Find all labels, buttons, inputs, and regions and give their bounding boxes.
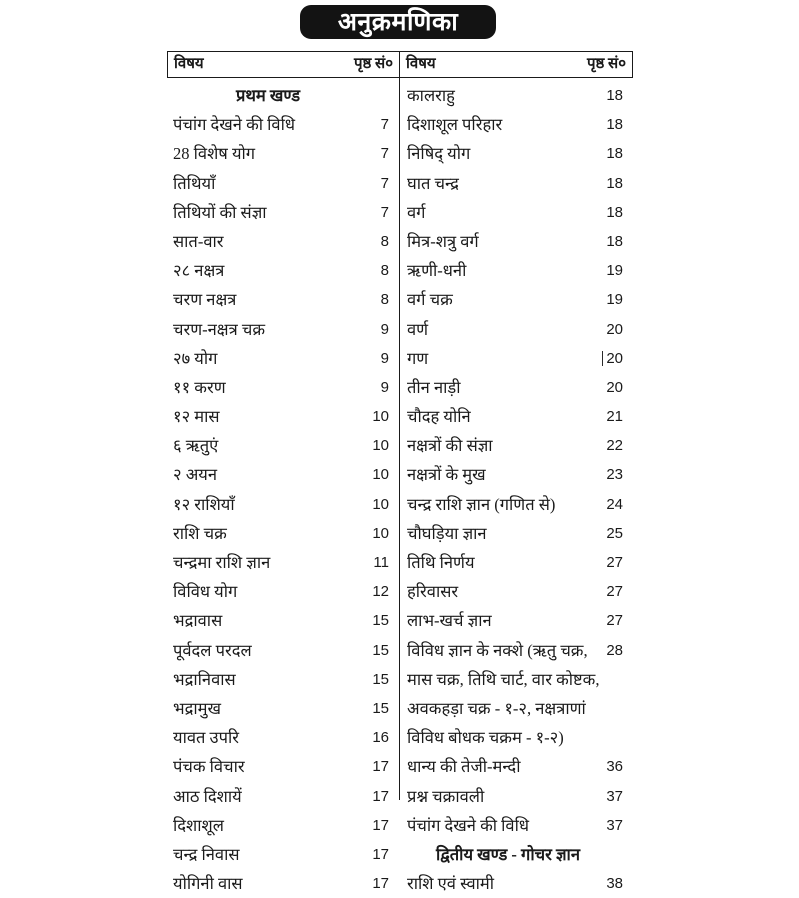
toc-entry-page-number: 9 (380, 378, 389, 396)
toc-entry-page-number: 10 (372, 495, 389, 513)
toc-entry-page-number: 22 (606, 437, 623, 455)
toc-entry-label: तिथि निर्णय (407, 553, 475, 572)
toc-entry (167, 139, 399, 168)
toc-entry (401, 139, 633, 168)
toc-entry-page-number: 16 (372, 729, 389, 747)
toc-entry-label: राशि एवं स्वामी (407, 874, 495, 894)
toc-entry (401, 811, 633, 840)
toc-entry-page-number: 15 (372, 699, 389, 717)
toc-section-heading (401, 840, 633, 869)
toc-entry-label: योगिनी वास (173, 874, 243, 894)
toc-entry (167, 782, 399, 811)
toc-entry-page-number: 10 (372, 437, 389, 455)
header-cell-left (168, 52, 400, 77)
table-of-contents-table (167, 51, 633, 894)
toc-entry-label: विविध बोधक चक्रम - १-२) (407, 728, 564, 748)
toc-entry-label: २८ नक्षत्र (173, 261, 225, 281)
toc-entry-page-number: 24 (606, 495, 623, 513)
toc-entry (167, 606, 399, 635)
toc-entry (167, 548, 399, 577)
toc-entry-multiline (401, 636, 633, 753)
text-caret-artifact (602, 351, 603, 366)
toc-entry (167, 344, 399, 373)
toc-entry (167, 285, 399, 314)
toc-entry-page-number: 36 (606, 758, 623, 776)
toc-entry (401, 198, 633, 227)
toc-entry-page-number: 27 (606, 554, 623, 571)
toc-entry-page-number: 37 (606, 816, 623, 834)
toc-entry-page-number: 9 (380, 320, 389, 338)
toc-entry-label: चन्द्रमा राशि ज्ञान (173, 553, 271, 572)
toc-entry-page-number: 15 (372, 670, 389, 688)
toc-section-label: प्रथम खण्ड (235, 86, 301, 105)
toc-entry-label: दिशाशूल परिहार (407, 115, 503, 135)
toc-entry-label: पंचांग देखने की विधि (173, 115, 296, 135)
toc-entry-label: तिथियों की संज्ञा (173, 202, 267, 222)
toc-entry (401, 548, 633, 577)
toc-entry-label: भद्रानिवास (173, 669, 236, 689)
toc-entry-page-number: 15 (372, 612, 389, 630)
toc-entry (401, 227, 633, 256)
toc-entry-label: तिथियाँ (173, 173, 216, 193)
toc-entry-page-number: 17 (372, 875, 389, 893)
toc-entry (167, 811, 399, 840)
toc-entry-label: तीन नाड़ी (407, 377, 461, 397)
page-title: अनुक्रमणिका (337, 8, 459, 36)
toc-entry (167, 402, 399, 431)
toc-entry (401, 782, 633, 811)
toc-entry (167, 198, 399, 227)
toc-entry-page-number: 7 (380, 116, 389, 134)
toc-entry-page-number: 20 (606, 349, 623, 367)
toc-entry-page-number: 18 (606, 174, 623, 192)
toc-entry-label: लाभ-खर्च ज्ञान (407, 611, 492, 631)
toc-entry (167, 869, 399, 898)
toc-entry-page-number: 20 (606, 320, 623, 338)
column-header-page-right: पृष्ठ सं० (586, 56, 626, 72)
toc-entry (167, 636, 399, 665)
header-cell-right (400, 52, 632, 77)
toc-entry-page-number: 17 (372, 758, 389, 776)
toc-entry-label: राशि चक्र (173, 523, 227, 543)
toc-entry-label: मित्र-शत्रु वर्ग (407, 231, 479, 251)
toc-entry-label: कालराहु (407, 86, 455, 105)
toc-entry (401, 315, 633, 344)
toc-entry-label: निषिद् योग (407, 144, 471, 164)
toc-entry-label: भद्रावास (173, 611, 223, 631)
toc-entry-label: सात-वार (173, 231, 224, 251)
toc-entry-label: १२ राशियाँ (173, 494, 235, 514)
column-header-subject-left: विषय (174, 56, 204, 72)
toc-entry-line (407, 636, 627, 665)
toc-entry (401, 81, 633, 110)
toc-entry-label: दिशाशूल (173, 815, 224, 835)
toc-entry-label: विविध योग (173, 582, 238, 602)
toc-entry-page-number: 18 (606, 116, 623, 134)
toc-entry-page-number: 17 (372, 816, 389, 834)
table-header-row (167, 51, 633, 78)
toc-entry (167, 256, 399, 285)
toc-entry-label: पूर्वदल परदल (173, 640, 252, 660)
toc-entry-page-number: 8 (380, 291, 389, 309)
toc-entry-label: वर्ग (407, 202, 426, 222)
toc-section-heading (167, 81, 399, 110)
toc-entry-page-number: 18 (606, 145, 623, 163)
toc-entry-page-number: 38 (606, 875, 623, 893)
toc-entry (401, 460, 633, 489)
toc-entry-page-number: 18 (606, 87, 623, 104)
toc-entry (167, 373, 399, 402)
toc-entry-page-number: 37 (606, 787, 623, 805)
toc-entry-label: चरण नक्षत्र (173, 290, 237, 310)
toc-entry-label: ६ ऋतुएं (173, 436, 219, 456)
toc-entry (167, 490, 399, 519)
toc-entry (401, 577, 633, 606)
toc-entry-label: गण (407, 348, 429, 368)
toc-entry-page-number: 7 (380, 145, 389, 163)
toc-entry (167, 577, 399, 606)
toc-entry (167, 169, 399, 198)
toc-entry (401, 402, 633, 431)
toc-entry-label: २७ योग (173, 348, 218, 368)
toc-entry-page-number: 28 (606, 641, 623, 659)
toc-entry-label: ११ करण (173, 377, 226, 397)
toc-entry-label: पंचक विचार (173, 757, 245, 777)
right-column-body (401, 81, 633, 898)
page-title-plate (300, 5, 496, 39)
column-header-subject-right: विषय (406, 56, 436, 72)
toc-entry-page-number: 15 (372, 641, 389, 659)
toc-entry-label: प्रश्न चक्रावली (407, 786, 485, 806)
toc-entry-label: अवकहड़ा चक्र - १-२, नक्षत्राणां (407, 698, 586, 718)
toc-entry-label: यावत उपरि (173, 728, 239, 748)
toc-entry-label: 28 विशेष योग (173, 144, 256, 164)
toc-entry-label: नक्षत्रों की संज्ञा (407, 436, 493, 456)
toc-entry (401, 752, 633, 781)
toc-entry (167, 694, 399, 723)
toc-entry (167, 431, 399, 460)
toc-entry-page-number: 8 (380, 262, 389, 280)
toc-entry-page-number: 10 (372, 408, 389, 426)
toc-entry (401, 344, 633, 373)
toc-entry (167, 665, 399, 694)
toc-entry-label: धान्य की तेजी-मन्दी (407, 757, 521, 777)
toc-entry-page-number: 18 (606, 203, 623, 221)
toc-entry-page-number: 10 (372, 524, 389, 542)
toc-entry-page-number: 19 (606, 291, 623, 309)
toc-entry-page-number: 9 (380, 349, 389, 367)
toc-entry (401, 256, 633, 285)
toc-entry-label: आठ दिशायें (173, 786, 242, 806)
toc-entry-line (407, 665, 627, 694)
toc-entry-page-number: 21 (606, 408, 623, 426)
toc-entry-label: वर्ण (407, 319, 429, 339)
left-column-body (167, 81, 399, 898)
toc-entry-page-number: 7 (380, 203, 389, 221)
toc-entry (401, 169, 633, 198)
toc-entry-label: नक्षत्रों के मुख (407, 465, 486, 485)
toc-entry-label: ऋणी-धनी (407, 261, 467, 281)
toc-entry (167, 840, 399, 869)
toc-entry-page-number: 17 (372, 787, 389, 805)
toc-entry (167, 519, 399, 548)
toc-entry-page-number: 27 (606, 612, 623, 630)
toc-entry-page-number: 25 (606, 524, 623, 542)
toc-entry-page-number: 19 (606, 262, 623, 280)
toc-entry (401, 373, 633, 402)
toc-section-label: द्वितीय खण्ड - गोचर ज्ञान (436, 844, 580, 864)
toc-entry-line (407, 694, 627, 723)
toc-entry-label: २ अयन (173, 465, 218, 485)
toc-entry (401, 606, 633, 635)
toc-entry-page-number: 23 (606, 466, 623, 484)
toc-entry-page-number: 8 (380, 232, 389, 250)
toc-entry-label: १२ मास (173, 407, 220, 427)
toc-entry (167, 460, 399, 489)
toc-entry (401, 490, 633, 519)
toc-entry-page-number: 18 (606, 232, 623, 250)
toc-entry (167, 723, 399, 752)
toc-entry (167, 110, 399, 139)
toc-entry-label: पंचांग देखने की विधि (407, 815, 530, 835)
toc-entry (401, 110, 633, 139)
toc-entry-label: चरण-नक्षत्र चक्र (173, 319, 266, 339)
toc-entry-label: चौघड़िया ज्ञान (407, 523, 487, 543)
toc-entry (167, 315, 399, 344)
toc-entry (167, 752, 399, 781)
toc-entry-page-number: 20 (606, 378, 623, 396)
toc-entry (401, 519, 633, 548)
toc-entry-page-number: 7 (380, 174, 389, 192)
column-header-page-left: पृष्ठ सं० (353, 56, 393, 72)
toc-entry (401, 431, 633, 460)
toc-entry-label: मास चक्र, तिथि चार्ट, वार कोष्टक, (407, 669, 600, 689)
toc-entry-page-number: 27 (606, 583, 623, 601)
toc-entry (167, 227, 399, 256)
toc-entry-label: विविध ज्ञान के नक्शे (ऋतु चक्र, (407, 640, 588, 660)
toc-entry-page-number: 11 (373, 554, 389, 571)
toc-entry-label: वर्ग चक्र (407, 290, 453, 310)
toc-entry-page-number: 10 (372, 466, 389, 484)
toc-entry (401, 285, 633, 314)
toc-entry-page-number: 12 (372, 583, 389, 601)
toc-entry-page-number: 17 (372, 845, 389, 863)
toc-entry-line (407, 723, 627, 752)
toc-entry-label: भद्रामुख (173, 698, 221, 718)
toc-entry (401, 869, 633, 898)
toc-entry-label: चन्द्र राशि ज्ञान (गणित से) (407, 494, 556, 514)
toc-entry-label: हरिवासर (407, 582, 459, 602)
toc-entry-label: चौदह योनि (407, 407, 471, 427)
toc-entry-label: घात चन्द्र (407, 173, 459, 193)
toc-entry-label: चन्द्र निवास (173, 844, 240, 864)
